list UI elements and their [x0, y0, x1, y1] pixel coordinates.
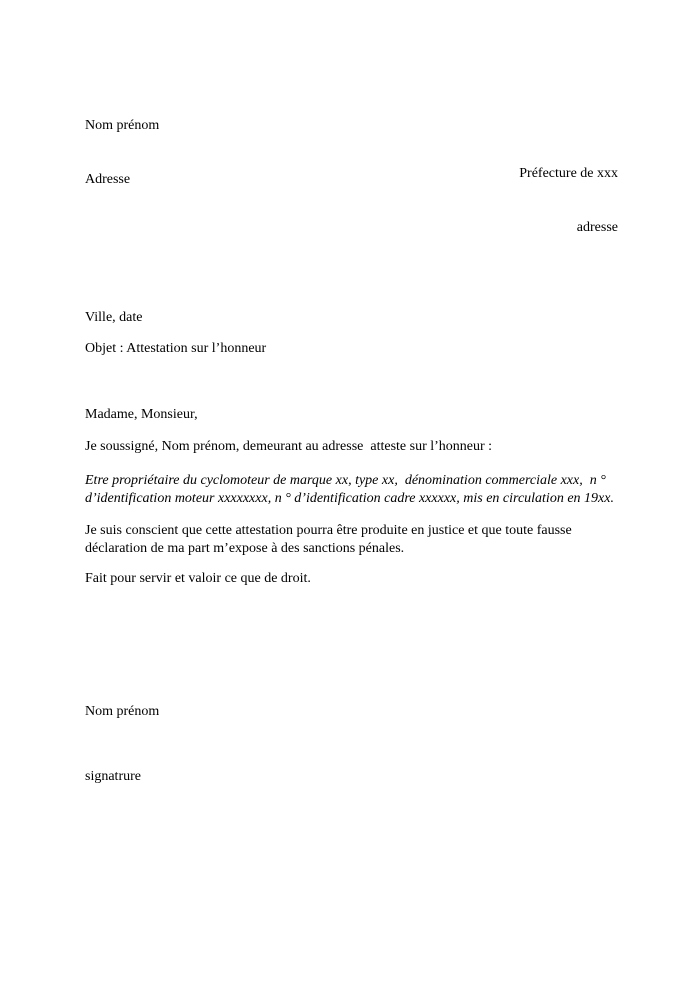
subject-line: Objet : Attestation sur l’honneur [85, 341, 267, 356]
signature-label: signatrure [85, 769, 141, 784]
recipient-address: adresse [576, 220, 618, 235]
sender-address: Adresse [85, 172, 131, 187]
sender-block [85, 81, 159, 225]
date-line: Ville, date [85, 310, 143, 325]
warning-paragraph: Je suis conscient que cette attestation pourra être produite en justice et que toute fausse déclaration de ma part m’expose à des sanctions pénales. [85, 523, 576, 556]
closing-line: Fait pour servir et valoir ce que de droit. [85, 571, 311, 586]
declaration-paragraph: Etre propriétaire du cyclomoteur de marque xx, type xx, dénomination commerciale xxx, n ° d’identification moteur xxxxxxxx, n ° d’identification cadre xxxxxx, mis en circulation en 19xx. [85, 473, 614, 506]
salutation: Madame, Monsieur, [85, 407, 198, 422]
sender-name: Nom prénom [85, 118, 160, 133]
recipient-name: Préfecture de xxx [519, 166, 618, 181]
signature-name: Nom prénom [85, 704, 160, 719]
intro-paragraph: Je soussigné, Nom prénom, demeurant au adresse atteste sur l’honneur : [85, 439, 493, 454]
recipient-block [519, 129, 618, 273]
